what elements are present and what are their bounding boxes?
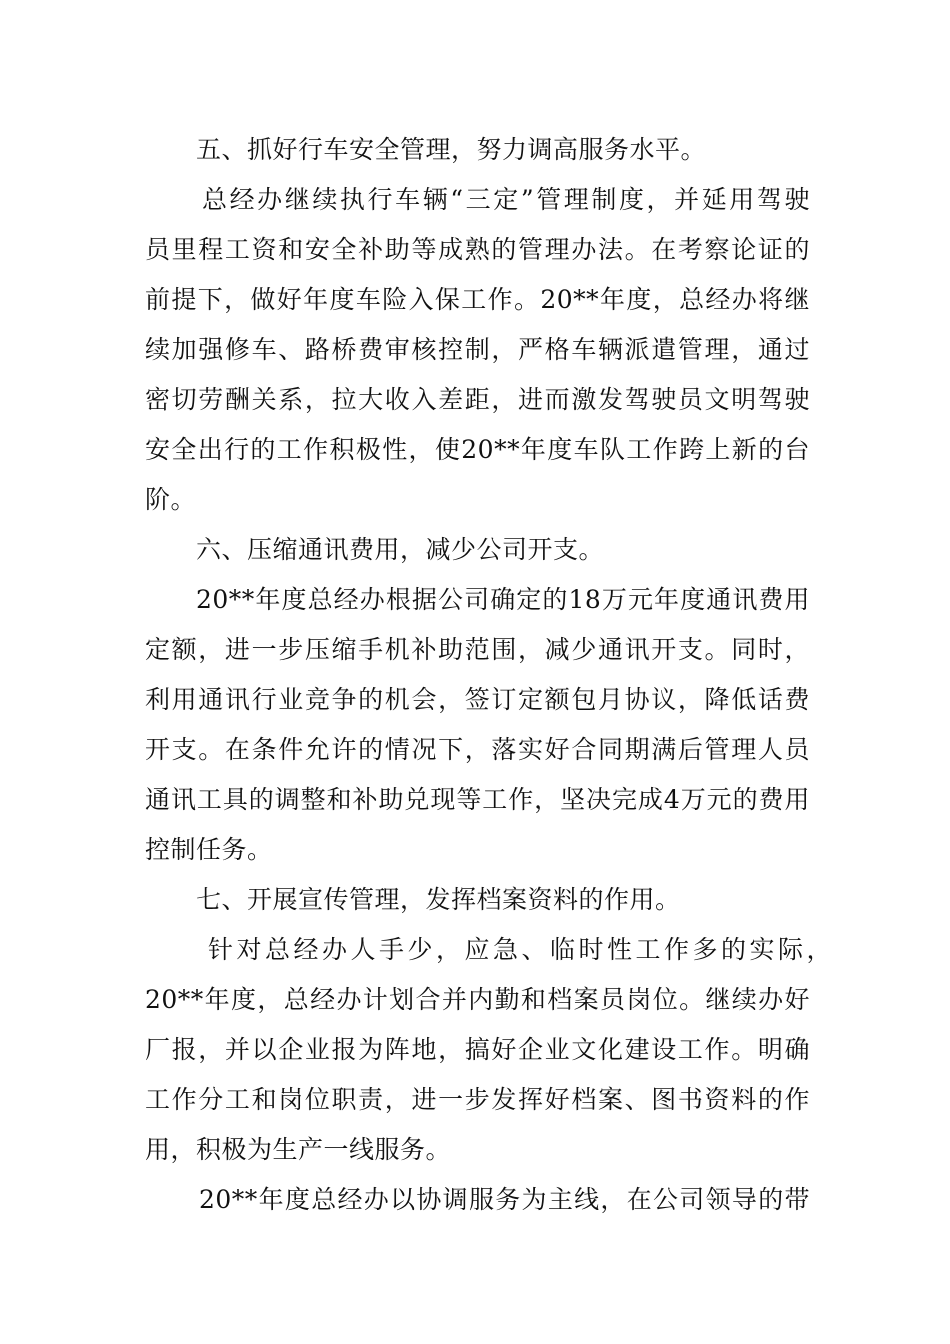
paragraph-line: 开支。在条件允许的情况下，落实好合同期满后管理人员 — [145, 735, 810, 764]
paragraph-line: 定额，进一步压缩手机补助范围，减少通讯开支。同时， — [145, 635, 810, 664]
paragraph-line: 控制任务。 — [145, 835, 273, 864]
paragraph-line: 阶。 — [145, 485, 197, 514]
paragraph-line: 针对总经办人手少，应急、临时性工作多的实际， — [208, 935, 832, 964]
paragraph-line: 20**年度，总经办计划合并内勤和档案员岗位。继续办好 — [145, 985, 810, 1014]
paragraph-line: 利用通讯行业竞争的机会，签订定额包月协议，降低话费 — [145, 685, 810, 714]
paragraph-line: 工作分工和岗位职责，进一步发挥好档案、图书资料的作 — [145, 1085, 810, 1114]
paragraph-line: 20**年度总经办根据公司确定的18万元年度通讯费用 — [196, 585, 810, 614]
section-heading-5: 五、抓好行车安全管理，努力调高服务水平。 — [196, 135, 707, 164]
paragraph-line: 安全出行的工作积极性，使20**年度车队工作跨上新的台 — [145, 435, 810, 464]
paragraph-line: 用，积极为生产一线服务。 — [145, 1135, 452, 1164]
paragraph-line: 20**年度总经办以协调服务为主线，在公司领导的带 — [199, 1185, 810, 1214]
paragraph-line: 厂报，并以企业报为阵地，搞好企业文化建设工作。明确 — [145, 1035, 810, 1064]
paragraph-line: 前提下，做好年度车险入保工作。20**年度，总经办将继 — [145, 285, 810, 314]
paragraph-line: 续加强修车、路桥费审核控制，严格车辆派遣管理，通过 — [145, 335, 810, 364]
paragraph-line: 总经办继续执行车辆“三定”管理制度，并延用驾驶 — [202, 185, 810, 214]
paragraph-line: 通讯工具的调整和补助兑现等工作，坚决完成4万元的费用 — [145, 785, 810, 814]
section-heading-6: 六、压缩通讯费用，减少公司开支。 — [196, 535, 605, 564]
paragraph-line: 密切劳酬关系，拉大收入差距，进而激发驾驶员文明驾驶 — [145, 385, 810, 414]
section-heading-7: 七、开展宣传管理，发挥档案资料的作用。 — [196, 885, 681, 914]
paragraph-line: 员里程工资和安全补助等成熟的管理办法。在考察论证的 — [145, 235, 810, 264]
